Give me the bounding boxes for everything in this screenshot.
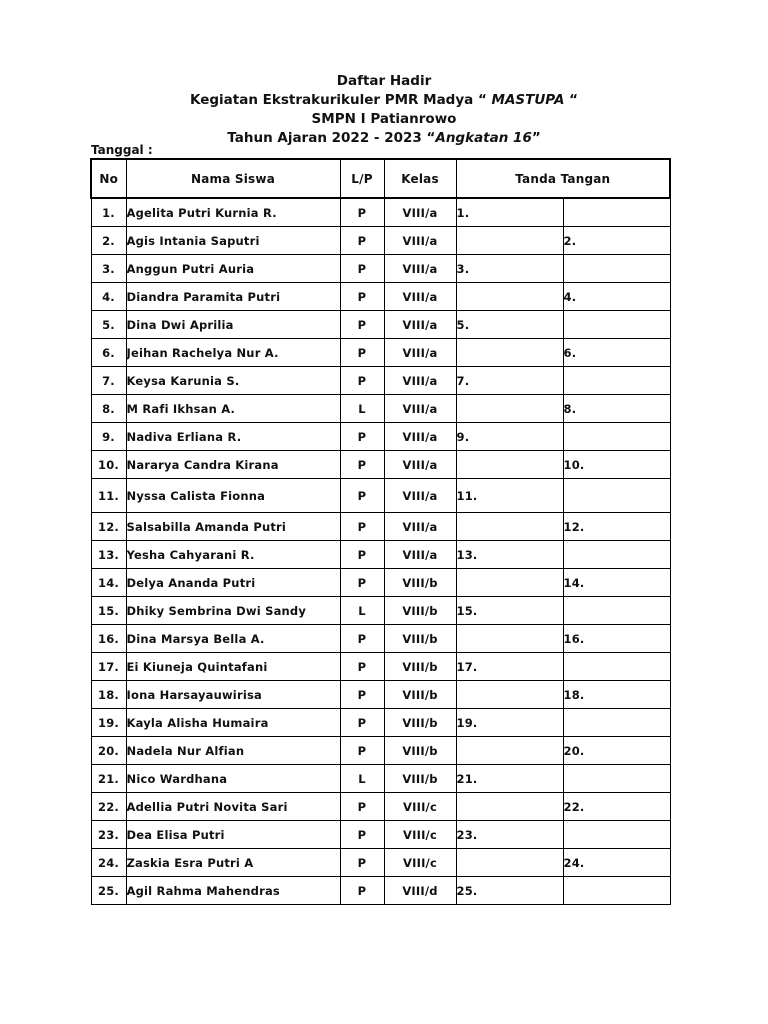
signature-cell-right-empty[interactable] — [563, 653, 670, 681]
student-class: VIII/a — [384, 541, 456, 569]
student-gender: P — [340, 793, 384, 821]
student-name: Anggun Putri Auria — [126, 255, 340, 283]
student-name: Iona Harsayauwirisa — [126, 681, 340, 709]
student-class: VIII/b — [384, 709, 456, 737]
table-row — [91, 423, 670, 451]
signature-cell-right[interactable]: 14. — [563, 569, 670, 597]
student-gender: P — [340, 821, 384, 849]
row-number: 14. — [91, 569, 126, 597]
table-header-row — [91, 159, 670, 198]
student-gender: P — [340, 849, 384, 877]
student-gender: P — [340, 569, 384, 597]
table-row — [91, 479, 670, 513]
table-row — [91, 541, 670, 569]
student-gender: L — [340, 765, 384, 793]
column-header-name: Nama Siswa — [126, 159, 340, 198]
student-name: Jeihan Rachelya Nur A. — [126, 339, 340, 367]
signature-cell-right-empty[interactable] — [563, 311, 670, 339]
signature-cell-right-empty[interactable] — [563, 709, 670, 737]
title-line-4-prefix: Tahun Ajaran 2022 - 2023 “ — [227, 130, 436, 146]
row-number: 22. — [91, 793, 126, 821]
student-gender: L — [340, 597, 384, 625]
student-class: VIII/a — [384, 255, 456, 283]
signature-cell-right[interactable]: 20. — [563, 737, 670, 765]
column-header-signature: Tanda Tangan — [456, 159, 670, 198]
signature-cell-left[interactable]: 7. — [456, 367, 563, 395]
student-gender: P — [340, 709, 384, 737]
table-row — [91, 255, 670, 283]
student-gender: P — [340, 311, 384, 339]
student-class: VIII/b — [384, 625, 456, 653]
student-gender: P — [340, 255, 384, 283]
student-gender: P — [340, 339, 384, 367]
signature-cell-left-empty[interactable] — [456, 395, 563, 423]
title-line-4-batch: Angkatan 16 — [435, 130, 532, 146]
signature-cell-left-empty[interactable] — [456, 737, 563, 765]
row-number: 24. — [91, 849, 126, 877]
attendance-table — [90, 158, 671, 905]
column-header-lp: L/P — [340, 159, 384, 198]
signature-cell-right-empty[interactable] — [563, 423, 670, 451]
title-line-4-suffix: ” — [531, 130, 541, 146]
row-number: 3. — [91, 255, 126, 283]
table-row — [91, 653, 670, 681]
student-class: VIII/a — [384, 479, 456, 513]
title-line-1: Daftar Hadir — [336, 73, 432, 89]
student-gender: P — [340, 513, 384, 541]
table-row — [91, 569, 670, 597]
student-class: VIII/a — [384, 395, 456, 423]
student-name: Dina Dwi Aprilia — [126, 311, 340, 339]
row-number: 23. — [91, 821, 126, 849]
row-number: 18. — [91, 681, 126, 709]
student-class: VIII/c — [384, 793, 456, 821]
student-gender: P — [340, 227, 384, 255]
signature-cell-left-empty[interactable] — [456, 283, 563, 311]
table-row — [91, 597, 670, 625]
table-row — [91, 681, 670, 709]
signature-cell-right[interactable]: 12. — [563, 513, 670, 541]
student-gender: P — [340, 737, 384, 765]
signature-cell-left-empty[interactable] — [456, 849, 563, 877]
row-number: 12. — [91, 513, 126, 541]
student-name: Nadela Nur Alfian — [126, 737, 340, 765]
row-number: 13. — [91, 541, 126, 569]
title-line-2-club: MASTUPA — [491, 92, 565, 108]
student-gender: P — [340, 423, 384, 451]
student-name: Agil Rahma Mahendras — [126, 877, 340, 905]
signature-cell-left[interactable]: 3. — [456, 255, 563, 283]
signature-cell-right[interactable]: 10. — [563, 451, 670, 479]
student-gender: L — [340, 395, 384, 423]
student-name: Zaskia Esra Putri A — [126, 849, 340, 877]
table-row — [91, 765, 670, 793]
student-name: Diandra Paramita Putri — [126, 283, 340, 311]
signature-cell-left-empty[interactable] — [456, 227, 563, 255]
title-line-3: SMPN I Patianrowo — [311, 111, 457, 127]
student-gender: P — [340, 625, 384, 653]
row-number: 19. — [91, 709, 126, 737]
student-name: Keysa Karunia S. — [126, 367, 340, 395]
row-number: 21. — [91, 765, 126, 793]
student-name: M Rafi Ikhsan A. — [126, 395, 340, 423]
student-gender: P — [340, 451, 384, 479]
table-row — [91, 198, 670, 227]
date-label: Tanggal : — [91, 143, 153, 157]
row-number: 6. — [91, 339, 126, 367]
signature-cell-right[interactable]: 4. — [563, 283, 670, 311]
title-line-2-suffix: “ — [564, 92, 578, 108]
student-class: VIII/b — [384, 681, 456, 709]
signature-cell-left[interactable]: 5. — [456, 311, 563, 339]
signature-cell-left[interactable]: 17. — [456, 653, 563, 681]
signature-cell-left[interactable]: 21. — [456, 765, 563, 793]
row-number: 4. — [91, 283, 126, 311]
row-number: 16. — [91, 625, 126, 653]
signature-cell-right-empty[interactable] — [563, 597, 670, 625]
student-name: Agelita Putri Kurnia R. — [126, 198, 340, 227]
student-name: Nararya Candra Kirana — [126, 451, 340, 479]
column-header-no: No — [91, 159, 126, 198]
table-row — [91, 283, 670, 311]
student-class: VIII/c — [384, 849, 456, 877]
signature-cell-right-empty[interactable] — [563, 541, 670, 569]
table-row — [91, 709, 670, 737]
student-gender: P — [340, 367, 384, 395]
signature-cell-left[interactable]: 9. — [456, 423, 563, 451]
student-class: VIII/b — [384, 597, 456, 625]
student-class: VIII/a — [384, 367, 456, 395]
student-name: Salsabilla Amanda Putri — [126, 513, 340, 541]
student-name: Dea Elisa Putri — [126, 821, 340, 849]
signature-cell-left[interactable]: 1. — [456, 198, 563, 227]
student-class: VIII/b — [384, 569, 456, 597]
student-name: Kayla Alisha Humaira — [126, 709, 340, 737]
student-class: VIII/a — [384, 423, 456, 451]
signature-cell-left[interactable]: 11. — [456, 479, 563, 513]
student-class: VIII/c — [384, 821, 456, 849]
attendance-rows — [91, 198, 670, 905]
student-class: VIII/b — [384, 765, 456, 793]
row-number: 8. — [91, 395, 126, 423]
row-number: 15. — [91, 597, 126, 625]
student-name: Ei Kiuneja Quintafani — [126, 653, 340, 681]
table-row — [91, 877, 670, 905]
student-gender: P — [340, 479, 384, 513]
student-gender: P — [340, 681, 384, 709]
student-name: Nadiva Erliana R. — [126, 423, 340, 451]
signature-cell-left-empty[interactable] — [456, 513, 563, 541]
student-name: Dina Marsya Bella A. — [126, 625, 340, 653]
column-header-kelas: Kelas — [384, 159, 456, 198]
table-row — [91, 793, 670, 821]
table-row — [91, 395, 670, 423]
signature-cell-left[interactable]: 15. — [456, 597, 563, 625]
student-class: VIII/a — [384, 198, 456, 227]
signature-cell-right[interactable]: 18. — [563, 681, 670, 709]
signature-cell-left[interactable]: 23. — [456, 821, 563, 849]
row-number: 11. — [91, 479, 126, 513]
table-row — [91, 311, 670, 339]
signature-cell-left-empty[interactable] — [456, 793, 563, 821]
student-class: VIII/a — [384, 227, 456, 255]
student-name: Yesha Cahyarani R. — [126, 541, 340, 569]
table-row — [91, 451, 670, 479]
student-class: VIII/b — [384, 653, 456, 681]
student-class: VIII/d — [384, 877, 456, 905]
student-class: VIII/b — [384, 737, 456, 765]
table-row — [91, 737, 670, 765]
row-number: 7. — [91, 367, 126, 395]
signature-cell-left-empty[interactable] — [456, 569, 563, 597]
signature-cell-right[interactable]: 8. — [563, 395, 670, 423]
student-class: VIII/a — [384, 283, 456, 311]
row-number: 10. — [91, 451, 126, 479]
signature-cell-right[interactable]: 6. — [563, 339, 670, 367]
table-row — [91, 625, 670, 653]
signature-cell-left[interactable]: 25. — [456, 877, 563, 905]
table-row — [91, 849, 670, 877]
signature-cell-right[interactable]: 24. — [563, 849, 670, 877]
row-number: 17. — [91, 653, 126, 681]
row-number: 25. — [91, 877, 126, 905]
signature-cell-right[interactable]: 16. — [563, 625, 670, 653]
signature-cell-right-empty[interactable] — [563, 479, 670, 513]
signature-cell-left[interactable]: 13. — [456, 541, 563, 569]
signature-cell-left-empty[interactable] — [456, 681, 563, 709]
student-gender: P — [340, 877, 384, 905]
table-row — [91, 367, 670, 395]
signature-cell-right[interactable]: 2. — [563, 227, 670, 255]
row-number: 9. — [91, 423, 126, 451]
signature-cell-left-empty[interactable] — [456, 625, 563, 653]
signature-cell-right-empty[interactable] — [563, 877, 670, 905]
student-name: Dhiky Sembrina Dwi Sandy — [126, 597, 340, 625]
student-name: Adellia Putri Novita Sari — [126, 793, 340, 821]
student-name: Agis Intania Saputri — [126, 227, 340, 255]
student-gender: P — [340, 198, 384, 227]
signature-cell-right[interactable]: 22. — [563, 793, 670, 821]
student-class: VIII/a — [384, 451, 456, 479]
signature-cell-right-empty[interactable] — [563, 255, 670, 283]
row-number: 1. — [91, 198, 126, 227]
student-class: VIII/a — [384, 513, 456, 541]
signature-cell-left-empty[interactable] — [456, 339, 563, 367]
signature-cell-left[interactable]: 19. — [456, 709, 563, 737]
student-name: Nico Wardhana — [126, 765, 340, 793]
table-row — [91, 339, 670, 367]
title-line-2 — [0, 91, 768, 110]
student-gender: P — [340, 653, 384, 681]
row-number: 5. — [91, 311, 126, 339]
student-gender: P — [340, 541, 384, 569]
signature-cell-right-empty[interactable] — [563, 765, 670, 793]
student-class: VIII/a — [384, 339, 456, 367]
table-row — [91, 227, 670, 255]
title-line-2-prefix: Kegiatan Ekstrakurikuler PMR Madya “ — [190, 92, 492, 108]
student-gender: P — [340, 283, 384, 311]
signature-cell-right-empty[interactable] — [563, 367, 670, 395]
row-number: 2. — [91, 227, 126, 255]
student-name: Nyssa Calista Fionna — [126, 479, 340, 513]
student-class: VIII/a — [384, 311, 456, 339]
student-name: Delya Ananda Putri — [126, 569, 340, 597]
table-row — [91, 821, 670, 849]
signature-cell-left-empty[interactable] — [456, 451, 563, 479]
table-row — [91, 513, 670, 541]
document-title-block — [0, 72, 768, 148]
signature-cell-right-empty[interactable] — [563, 821, 670, 849]
row-number: 20. — [91, 737, 126, 765]
signature-cell-right-empty[interactable] — [563, 198, 670, 227]
